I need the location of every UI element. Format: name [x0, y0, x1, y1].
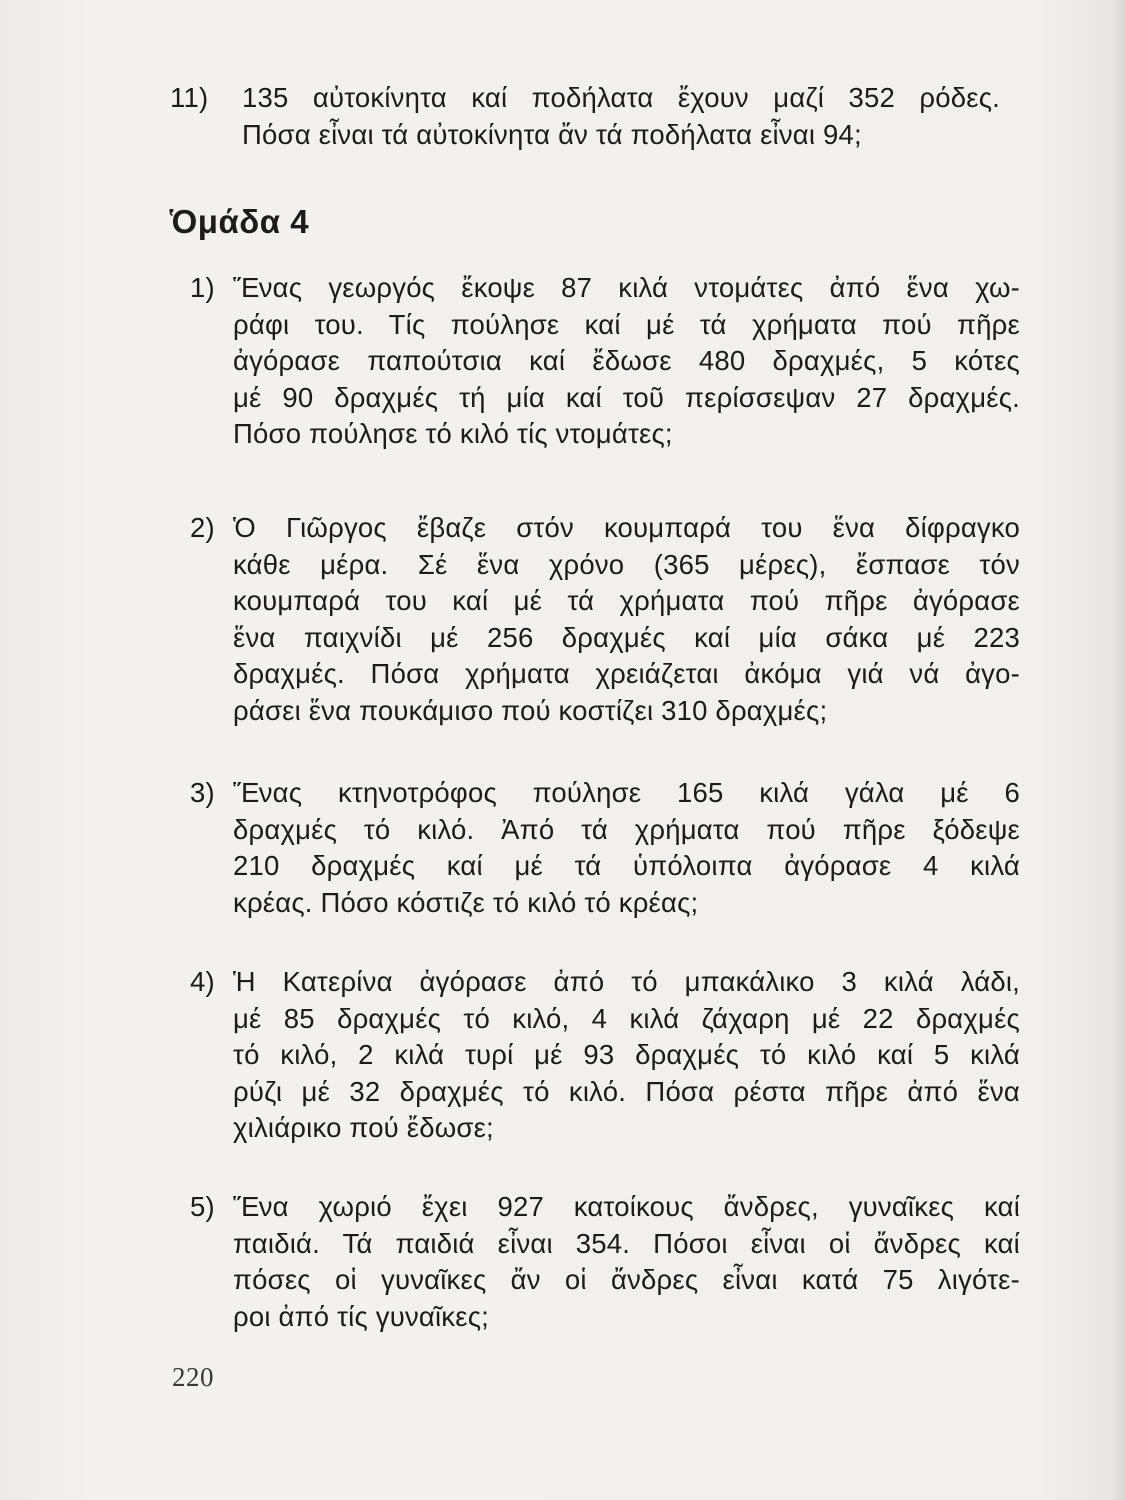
problem-line: Ἕνας γεωργός ἔκοψε 87 κιλά ντομάτες ἀπό ἕνα χω-: [233, 272, 1020, 303]
problem-line: 210 δραχμές καί μέ τά ὑπόλοιπα ἀγόρασε 4 κιλά: [233, 850, 1020, 882]
problem-number: 3): [190, 777, 215, 808]
problem-5: [190, 1189, 1030, 1335]
problem-line: δραχμές. Πόσα χρήματα χρειάζεται ἀκόμα γιά νά ἀγο-: [233, 658, 1020, 690]
problem-2: [190, 510, 1030, 730]
problem-line: Πόσο πούλησε τό κιλό τίς ντομάτες;: [233, 418, 673, 450]
problem-line: ἀγόρασε παπούτσια καί ἔδωσε 480 δραχμές, 5 κότες: [233, 345, 1020, 377]
problem-line: μέ 90 δραχμές τή μία καί τοῦ περίσσεψαν 27 δραχμές.: [233, 381, 1020, 413]
problem-line: ροι ἀπό τίς γυναῖκες;: [233, 1300, 490, 1332]
problem-line: παιδιά. Τά παιδιά εἶναι 354. Πόσοι εἶναι οἱ ἄνδρες καί: [233, 1227, 1020, 1259]
problem-line: Ἡ Κατερίνα ἀγόρασε ἀπό τό μπακάλικο 3 κιλά λάδι,: [233, 966, 1020, 997]
problem-line: μέ 85 δραχμές τό κιλό, 4 κιλά ζάχαρη μέ 22 δραχμές: [233, 1002, 1020, 1034]
problem-line: Ἕνας κτηνοτρόφος πούλησε 165 κιλά γάλα μέ 6: [233, 777, 1020, 808]
problem-line: 135 αὐτοκίνητα καί ποδήλατα ἔχουν μαζί 352 ρόδες.: [242, 82, 1000, 113]
problem-1: [190, 270, 1030, 453]
problem-number: 2): [190, 512, 215, 543]
problem-line: ἕνα παιχνίδι μέ 256 δραχμές καί μία σάκα μέ 223: [233, 621, 1020, 653]
page-number: 220: [172, 1362, 214, 1392]
problem-number: 1): [190, 272, 215, 303]
problem-line: Ὁ Γιῶργος ἔβαζε στόν κουμπαρά του ἕνα δίφραγκο: [233, 512, 1020, 543]
problem-line: Ἕνα χωριό ἔχει 927 κατοίκους ἄνδρες, γυναῖκες καί: [233, 1191, 1020, 1222]
problem-line: δραχμές τό κιλό. Ἀπό τά χρήματα πού πῆρε ξόδεψε: [233, 813, 1020, 845]
problem-3: [190, 775, 1030, 921]
page-edge-shadow: [1111, 0, 1125, 1500]
problem-line: Πόσα εἶναι τά αὐτοκίνητα ἄν τά ποδήλατα εἶναι 94;: [242, 118, 862, 150]
section-title: Ὁμάδα 4: [170, 203, 310, 240]
problem-line: κουμπαρά του καί μέ τά χρήματα πού πῆρε ἀγόρασε: [233, 585, 1020, 617]
problem-4: [190, 964, 1030, 1147]
problem-number: 11): [170, 82, 209, 113]
problem-number: 4): [190, 966, 215, 997]
problem-line: ράσει ἕνα πουκάμισο πού κοστίζει 310 δραχμές;: [233, 694, 828, 726]
problem-line: κάθε μέρα. Σέ ἕνα χρόνο (365 μέρες), ἔσπασε τόν: [233, 548, 1020, 580]
problem-line: τό κιλό, 2 κιλά τυρί μέ 93 δραχμές τό κιλό καί 5 κιλά: [233, 1039, 1020, 1071]
problem-line: πόσες οἱ γυναῖκες ἄν οἱ ἄνδρες εἶναι κατά 75 λιγότε-: [233, 1264, 1020, 1296]
problem-11: [170, 80, 1010, 153]
problem-line: κρέας. Πόσο κόστιζε τό κιλό τό κρέας;: [233, 886, 699, 918]
problem-line: ρύζι μέ 32 δραχμές τό κιλό. Πόσα ρέστα πῆρε ἀπό ἕνα: [233, 1075, 1020, 1107]
problem-line: ράφι του. Τίς πούλησε καί μέ τά χρήματα πού πῆρε: [233, 308, 1020, 340]
problem-line: χιλιάρικο πού ἔδωσε;: [233, 1112, 494, 1144]
problem-number: 5): [190, 1191, 215, 1222]
